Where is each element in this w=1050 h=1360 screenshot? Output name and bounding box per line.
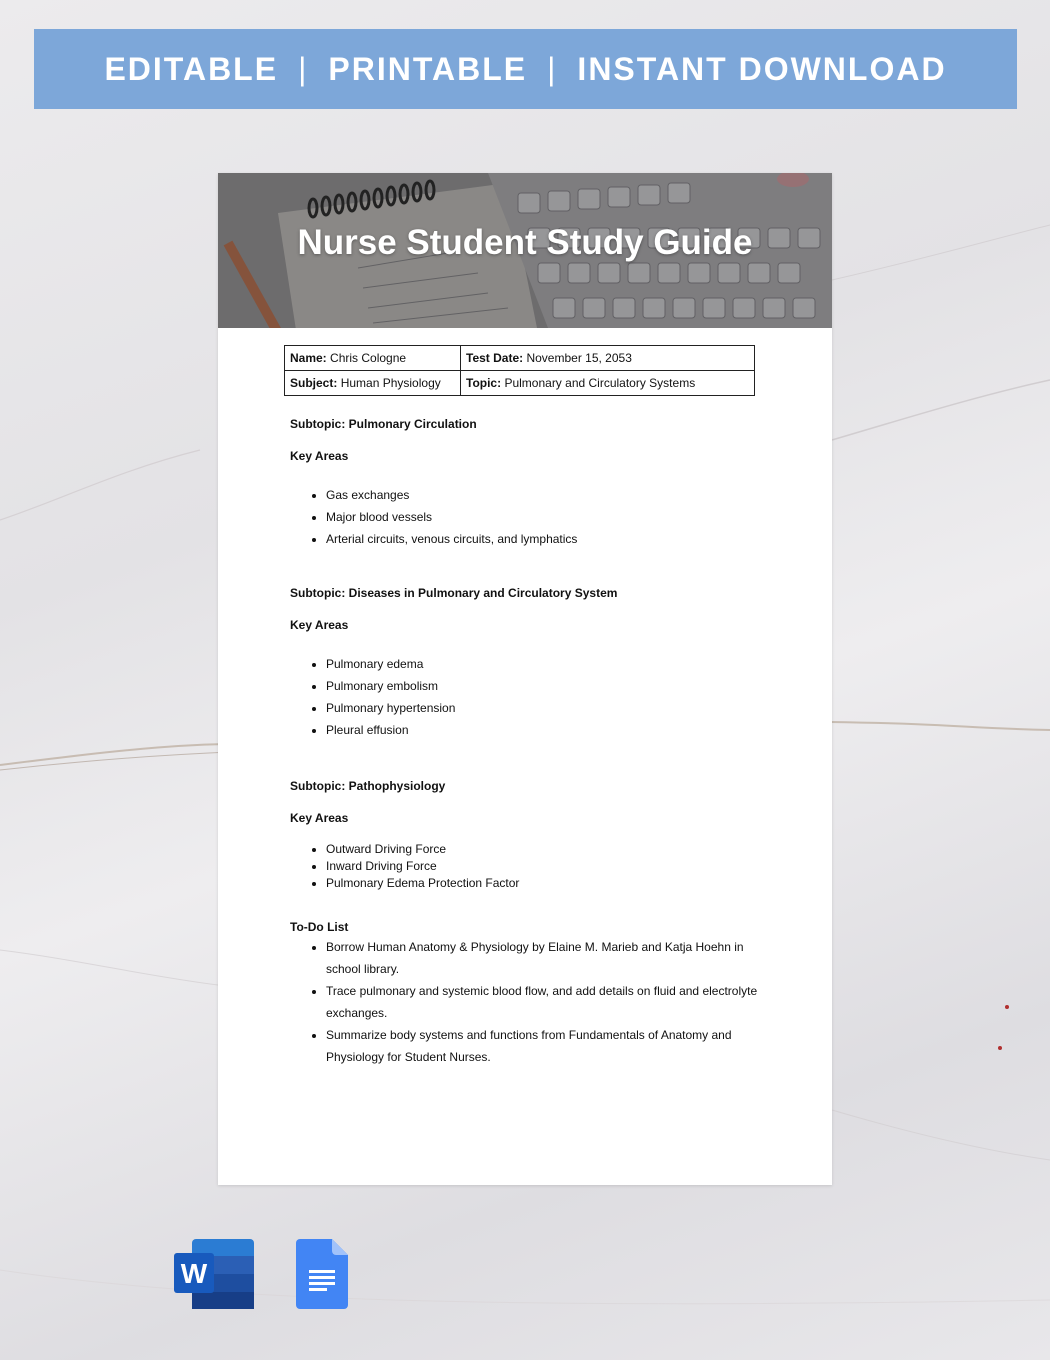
list-item: • Outward Driving Force: [326, 841, 770, 858]
key-areas-list: [290, 841, 770, 892]
banner-instant-download: INSTANT DOWNLOAD: [577, 50, 947, 87]
key-areas-label: Key Areas: [290, 811, 349, 825]
list-item: • Pulmonary embolism: [326, 675, 770, 697]
list-item: • Inward Driving Force: [326, 858, 770, 875]
todo-heading: To-Do List: [290, 920, 349, 934]
todo-list: [290, 936, 766, 1068]
banner-separator: |: [547, 50, 558, 87]
subject-cell: [285, 371, 461, 396]
list-item: • Arterial circuits, venous circuits, and lymphatics: [326, 528, 770, 550]
test-date-value: November 15, 2053: [526, 351, 632, 365]
list-item: • Gas exchanges: [326, 484, 770, 506]
header-image: [218, 173, 832, 328]
table-row: [285, 371, 755, 396]
student-info-table: [284, 345, 755, 396]
key-areas-list: [290, 484, 770, 550]
subject-value: Human Physiology: [340, 376, 441, 390]
document-body: [290, 417, 770, 1068]
banner-separator: |: [298, 50, 309, 87]
document-title: Nurse Student Study Guide: [297, 223, 753, 262]
test-date-cell: [461, 346, 755, 371]
google-docs-icon: [296, 1239, 348, 1309]
table-row: [285, 346, 755, 371]
name-value: Chris Cologne: [330, 351, 407, 365]
subject-label: Subject:: [290, 376, 338, 390]
list-item: • Pulmonary hypertension: [326, 697, 770, 719]
test-date-label: Test Date:: [466, 351, 524, 365]
key-areas-list: [290, 653, 770, 741]
topic-cell: [461, 371, 755, 396]
subtopic-heading: Subtopic: Pathophysiology: [290, 779, 446, 793]
todo-item: • Summarize body systems and functions from Fundamentals of Anatomy and Physiology for Student Nurses.: [326, 1024, 766, 1068]
list-item: • Pulmonary Edema Protection Factor: [326, 875, 770, 892]
subtopic-heading: Subtopic: Pulmonary Circulation: [290, 417, 477, 431]
list-item: • Pulmonary edema: [326, 653, 770, 675]
name-label: Name:: [290, 351, 327, 365]
topic-value: Pulmonary and Circulatory Systems: [504, 376, 696, 390]
todo-item: • Borrow Human Anatomy & Physiology by Elaine M. Marieb and Katja Hoehn in school library.: [326, 936, 766, 980]
microsoft-word-icon: [174, 1239, 254, 1309]
name-cell: [285, 346, 461, 371]
banner-printable: PRINTABLE: [328, 50, 528, 87]
todo-item: • Trace pulmonary and systemic blood flow, and add details on fluid and electrolyte exchanges.: [326, 980, 766, 1024]
key-areas-label: Key Areas: [290, 449, 349, 463]
key-areas-label: Key Areas: [290, 618, 349, 632]
svg-text:W: W: [180, 1258, 208, 1289]
topic-label: Topic:: [466, 376, 502, 390]
subtopic-heading: Subtopic: Diseases in Pulmonary and Circulatory System: [290, 586, 618, 600]
top-banner: [34, 29, 1017, 109]
list-item: • Pleural effusion: [326, 719, 770, 741]
document-page: [218, 173, 832, 1185]
banner-editable: EDITABLE: [104, 50, 279, 87]
list-item: • Major blood vessels: [326, 506, 770, 528]
